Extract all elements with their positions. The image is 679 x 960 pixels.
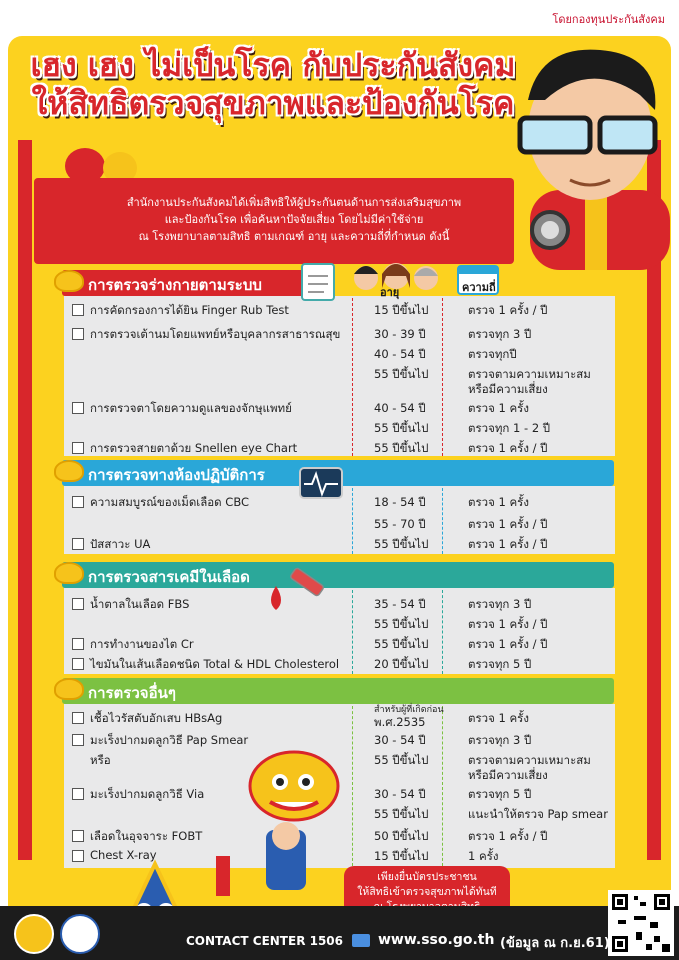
exam-label: การตรวจเต้านมโดยแพทย์หรือบุคลากรสาธารณสุข: [90, 327, 341, 341]
checkbox[interactable]: [72, 788, 84, 800]
table-row: [72, 656, 612, 674]
age-range: 55 ปีขึ้นไป: [374, 807, 429, 821]
section-header: [62, 270, 324, 296]
exam-label: น้ำตาลในเลือด FBS: [90, 597, 190, 611]
table-row: [72, 440, 612, 458]
age-range: 15 ปีขึ้นไป: [374, 303, 429, 317]
lion-dance-illustration: [206, 746, 356, 906]
checkbox[interactable]: [72, 328, 84, 340]
frequency: ตรวจ 1 ครั้ง / ปี: [468, 303, 548, 317]
table-row: [72, 302, 612, 320]
title-line-2: ให้สิทธิตรวจสุขภาพและป้องกันโรค: [31, 84, 515, 122]
gold-coin-icon: [54, 460, 84, 482]
table-row: [72, 366, 612, 396]
exam-label: การตรวจตาโดยความดูแลของจักษุแพทย์: [90, 401, 292, 415]
checkbox[interactable]: [72, 598, 84, 610]
age-range: 30 - 54 ปี: [374, 787, 426, 801]
frequency: ตรวจทุก 3 ปี: [468, 597, 532, 611]
exam-label: มะเร็งปากมดลูกวิธี Pap Smear: [90, 733, 249, 747]
byline: โดยกองทุนประกันสังคม: [552, 13, 665, 26]
exam-label: ความสมบูรณ์ของเม็ดเลือด CBC: [90, 495, 250, 509]
frequency: ตรวจ 1 ครั้ง: [468, 495, 529, 509]
table-row: [72, 705, 612, 729]
gold-coin-icon: [54, 270, 84, 292]
section-header: [62, 678, 614, 704]
section-title: การตรวจร่างกายตามระบบ: [88, 276, 262, 294]
intro-banner: [34, 178, 514, 264]
table-row: [72, 616, 612, 634]
frequency: ตรวจ 1 ครั้ง / ปี: [468, 637, 548, 651]
table-row: [72, 732, 612, 750]
table-row: [72, 516, 612, 534]
exam-label: เลือดในอุจจาระ FOBT: [90, 829, 203, 843]
frequency: ตรวจทุก 5 ปี: [468, 787, 532, 801]
table-row: [72, 400, 612, 418]
title-line-1: เฮง เฮง ไม่เป็นโรค กับประกันสังคม: [30, 46, 516, 84]
checkbox[interactable]: [72, 712, 84, 724]
left-pillar: [18, 140, 32, 860]
frequency: ตรวจ 1 ครั้ง / ปี: [468, 829, 548, 843]
doctor-mascot-illustration: [490, 40, 675, 270]
frequency: ตรวจทุกปี: [468, 347, 517, 361]
table-row: [72, 420, 612, 438]
age-range: 40 - 54 ปี: [374, 347, 426, 361]
frequency: ตรวจตามความเหมาะสม: [468, 753, 591, 767]
age-range: 30 - 39 ปี: [374, 327, 426, 341]
checkbox[interactable]: [72, 402, 84, 414]
frequency: ตรวจทุก 5 ปี: [468, 657, 532, 671]
checkbox[interactable]: [72, 830, 84, 842]
government-seal-logo: [14, 914, 54, 954]
note-line-1: เพียงยื่นบัตรประชาชน: [377, 871, 477, 883]
frequency: ตรวจทุก 3 ปี: [468, 733, 532, 747]
section-title: การตรวจทางห้องปฏิบัติการ: [88, 466, 265, 484]
table-row: [72, 752, 612, 782]
age-range: 40 - 54 ปี: [374, 401, 426, 415]
age-range: 55 ปีขึ้นไป: [374, 753, 429, 767]
section-title: การตรวจอื่นๆ: [88, 684, 176, 702]
frequency: 1 ครั้ง: [468, 849, 499, 863]
exam-label: หรือ: [90, 753, 111, 767]
exam-label: มะเร็งปากมดลูกวิธี Via: [90, 787, 205, 801]
checkbox[interactable]: [72, 304, 84, 316]
age-range: 55 ปีขึ้นไป: [374, 367, 429, 381]
age-note: สำหรับผู้ที่เกิดก่อน: [374, 705, 444, 715]
age-range: 18 - 54 ปี: [374, 495, 426, 509]
frequency: ตรวจตามความเหมาะสม: [468, 367, 591, 381]
checkbox[interactable]: [72, 538, 84, 550]
frequency: ตรวจทุก 1 - 2 ปี: [468, 421, 551, 435]
checkbox[interactable]: [72, 442, 84, 454]
checkbox[interactable]: [72, 496, 84, 508]
gold-coin-icon: [54, 678, 84, 700]
table-row: [72, 494, 612, 512]
age-range: 55 ปีขึ้นไป: [374, 441, 429, 455]
frequency-note: หรือมีความเสี่ยง: [468, 382, 548, 396]
age-range: พ.ศ.2535: [374, 715, 426, 729]
checklist-icon: [300, 262, 336, 302]
frequency: ตรวจ 1 ครั้ง: [468, 711, 529, 725]
checkbox[interactable]: [72, 850, 84, 862]
checkbox[interactable]: [72, 734, 84, 746]
frequency: ตรวจ 1 ครั้ง / ปี: [468, 517, 548, 531]
table-row: [72, 786, 612, 804]
frequency: ตรวจ 1 ครั้ง / ปี: [468, 441, 548, 455]
frequency-column-header: ความถี่: [462, 281, 496, 294]
section-title: การตรวจสารเคมีในเลือด: [88, 568, 250, 586]
data-date: (ข้อมูล ณ ก.ย.61): [500, 936, 610, 951]
frequency: ตรวจทุก 3 ปี: [468, 327, 532, 341]
frequency: ตรวจ 1 ครั้ง: [468, 401, 529, 415]
website-link[interactable]: www.sso.go.th: [378, 932, 495, 948]
sso-logo: [60, 914, 100, 954]
intro-line-1: สำนักงานประกันสังคมได้เพิ่มสิทธิให้ผู้ประกันตนด้านการส่งเสริมสุขภาพ: [126, 196, 462, 209]
age-range: 55 ปีขึ้นไป: [374, 617, 429, 631]
table-row: [72, 806, 612, 824]
monitor-icon: [352, 934, 370, 947]
page-title: [18, 46, 528, 122]
intro-line-3: ณ โรงพยาบาลตามสิทธิ ตามเกณฑ์ อายุ และความถี่ที่กำหนด ดังนี้: [138, 230, 450, 243]
table-row: [72, 326, 612, 344]
intro-line-2: และป้องกันโรค เพื่อค้นหาปัจจัยเสี่ยง โดยไม่มีค่าใช้จ่าย: [164, 213, 424, 226]
age-range: 30 - 54 ปี: [374, 733, 426, 747]
gold-coin-icon: [54, 562, 84, 584]
frequency: แนะนำให้ตรวจ Pap smear: [468, 807, 608, 821]
table-row: [72, 848, 612, 866]
exam-label: เชื้อไวรัสตับอักเสบ HBsAg: [90, 711, 223, 725]
frequency: ตรวจ 1 ครั้ง / ปี: [468, 617, 548, 631]
exam-label: ไขมันในเส้นเลือดชนิด Total & HDL Cholesterol: [90, 657, 340, 671]
contact-center: CONTACT CENTER 1506: [186, 934, 344, 948]
frequency-note: หรือมีความเสี่ยง: [468, 768, 548, 782]
qr-code-icon[interactable]: [608, 890, 674, 956]
age-range: 15 ปีขึ้นไป: [374, 849, 429, 863]
table-row: [72, 828, 612, 846]
exam-label: การคัดกรองการได้ยิน Finger Rub Test: [90, 303, 289, 317]
age-range: 55 ปีขึ้นไป: [374, 421, 429, 435]
section-header: [62, 562, 614, 588]
exam-label: ปัสสาวะ UA: [90, 537, 151, 551]
checkbox[interactable]: [72, 658, 84, 670]
checkbox[interactable]: [72, 638, 84, 650]
table-row: [72, 636, 612, 654]
table-row: [72, 536, 612, 554]
age-range: 50 ปีขึ้นไป: [374, 829, 429, 843]
note-line-2: ให้สิทธิเข้าตรวจสุขภาพได้ทันที: [357, 886, 497, 898]
exam-label: การทำงานของไต Cr: [90, 637, 194, 651]
age-range: 55 - 70 ปี: [374, 517, 426, 531]
age-range: 20 ปีขึ้นไป: [374, 657, 429, 671]
table-row: [72, 346, 612, 364]
exam-label: Chest X-ray: [90, 848, 157, 862]
age-range: 55 ปีขึ้นไป: [374, 637, 429, 651]
frequency: ตรวจ 1 ครั้ง / ปี: [468, 537, 548, 551]
age-range: 55 ปีขึ้นไป: [374, 537, 429, 551]
exam-label: การตรวจสายตาด้วย Snellen eye Chart: [90, 441, 298, 455]
table-row: [72, 596, 612, 614]
age-column-header: อายุ: [380, 286, 400, 299]
age-range: 35 - 54 ปี: [374, 597, 426, 611]
